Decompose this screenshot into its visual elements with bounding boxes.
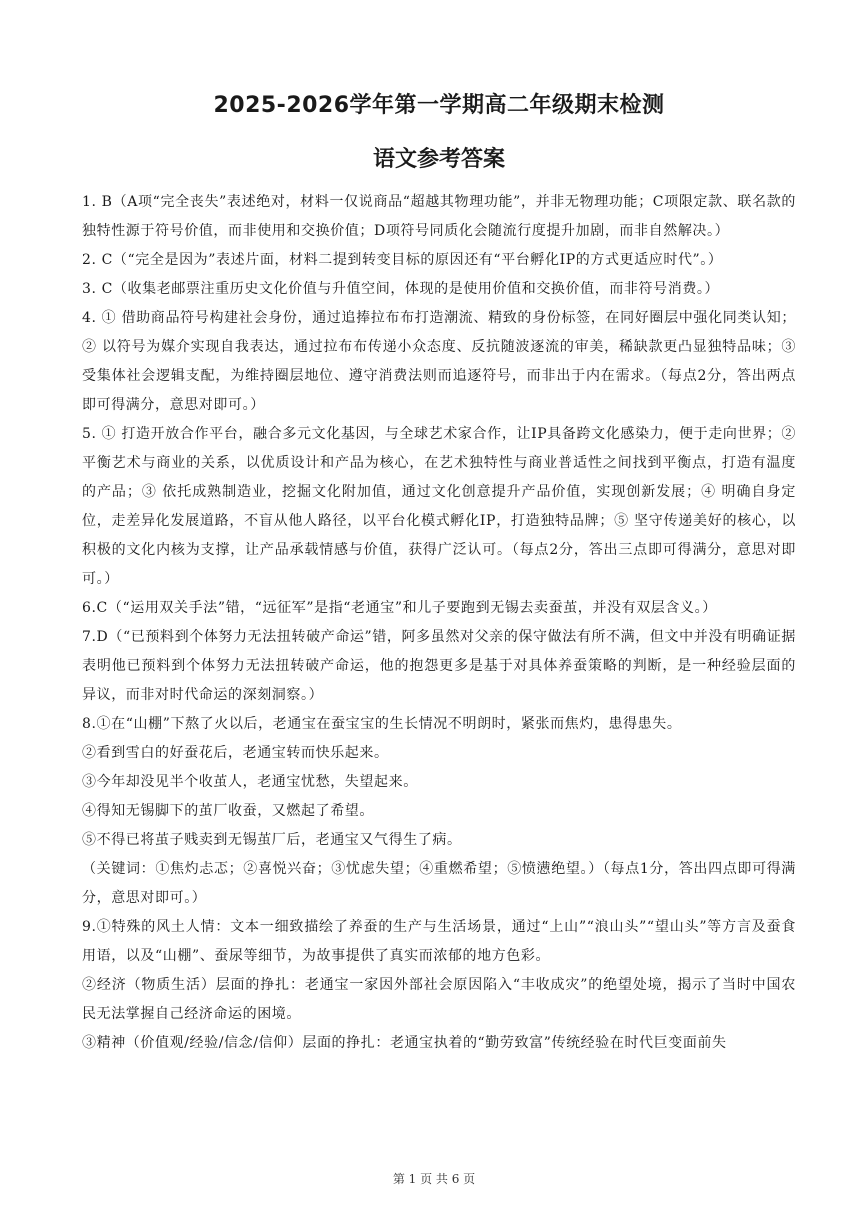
answer-8-point-5: ⑤不得已将茧子贱卖到无锡茧厂后，老通宝又气得生了病。 bbox=[82, 832, 462, 848]
page-subtitle: 语文参考答案 bbox=[372, 147, 505, 172]
answer-8-point-3: ③今年却没见半个收茧人，老通宝忧愁，失望起来。 bbox=[82, 774, 418, 790]
answer-1: 1. B（A项“完全丧失”表述绝对，材料一仅说商品“超越其物理功能”，并非无物理功能；C项限定款、联名款的独特性源于符号价值，而非使用和交换价值；D项符号同质化会随流行度提升加剧，而非自然解决。） bbox=[82, 194, 796, 239]
answer-3: 3. C（收集老邮票注重历史文化价值与升值空间，体现的是使用价值和交换价值，而非符号消费。） bbox=[82, 281, 720, 297]
answer-list bbox=[82, 188, 796, 1058]
page-footer: 第 1 页 共 6 页 bbox=[392, 1172, 476, 1186]
answer-8-point-4: ④得知无锡脚下的茧厂收蚕，又燃起了希望。 bbox=[82, 803, 374, 819]
answer-2: 2. C（“完全是因为”表述片面，材料二提到转变目标的原因还有“平台孵化IP的方式更适应时代”。） bbox=[82, 252, 723, 268]
answer-8-keywords: （关键词：①焦灼忐忑；②喜悦兴奋；③忧虑失望；④重燃希望；⑤愤懑绝望。）（每点1分，答出四点即可得满分，意思对即可。） bbox=[82, 861, 796, 906]
answer-7: 7.D（“已预料到个体努力无法扭转破产命运”错，阿多虽然对父亲的保守做法有所不满，但文中并没有明确证据表明他已预料到个体努力无法扭转破产命运，他的抱怨更多是基于对具体养蚕策略的判断，是一种经验层面的异议，而非对时代命运的深刻洞察。） bbox=[82, 629, 796, 703]
answer-8-point-2: ②看到雪白的好蚕花后，老通宝转而快乐起来。 bbox=[82, 745, 389, 761]
answer-8-point-1: 8.①在“山棚”下熬了火以后，老通宝在蚕宝宝的生长情况不明朗时，紧张而焦灼，患得患失。 bbox=[82, 716, 682, 732]
answer-6: 6.C（“运用双关手法”错，“远征军”是指“老通宝”和儿子要跑到无锡去卖蚕茧，并没有双层含义。） bbox=[82, 600, 717, 616]
page-title: 2025-2026学年第一学期高二年级期末检测 bbox=[213, 93, 665, 118]
answer-9-point-1: 9.①特殊的风土人情：文本一细致描绘了养蚕的生产与生活场景，通过“上山”“浪山头”“望山头”等方言及蚕食用语，以及“山棚”、蚕尿等细节，为故事提供了真实而浓郁的地方色彩。 bbox=[82, 919, 796, 964]
answer-5: 5. ① 打造开放合作平台，融合多元文化基因，与全球艺术家合作，让IP具备跨文化感染力，便于走向世界；② 平衡艺术与商业的关系，以优质设计和产品为核心，在艺术独特性与商业普适性之间找到平衡点，打造有温度的产品；③ 依托成熟制造业，挖掘文化附加值，通过文化创意提升产品价值，实现创新发展；④ 明确自身定位，走差异化发展道路，不盲从他人路径，以平台化模式孵化IP，打造独特品牌；⑤ 坚守传递美好的核心，以积极的文化内核为支撑，让产品承载情感与价值，获得广泛认可。（每点2分，答出三点即可得满分，意思对即可。） bbox=[82, 426, 796, 587]
answer-9-point-2: ②经济（物质生活）层面的挣扎：老通宝一家因外部社会原因陷入“丰收成灾”的绝望处境，揭示了当时中国农民无法掌握自己经济命运的困境。 bbox=[82, 977, 796, 1022]
answer-4: 4. ① 借助商品符号构建社会身份，通过追捧拉布布打造潮流、精致的身份标签，在同好圈层中强化同类认知；② 以符号为媒介实现自我表达，通过拉布布传递小众态度、反抗随波逐流的审美，稀缺款更凸显独特品味；③ 受集体社会逻辑支配，为维持圈层地位、遵守消费法则而追逐符号，而非出于内在需求。（每点2分，答出两点即可得满分，意思对即可。） bbox=[82, 310, 796, 413]
answer-9-point-3: ③精神（价值观/经验/信念/信仰）层面的挣扎：老通宝执着的“勤劳致富”传统经验在时代巨变面前失 bbox=[82, 1035, 727, 1051]
